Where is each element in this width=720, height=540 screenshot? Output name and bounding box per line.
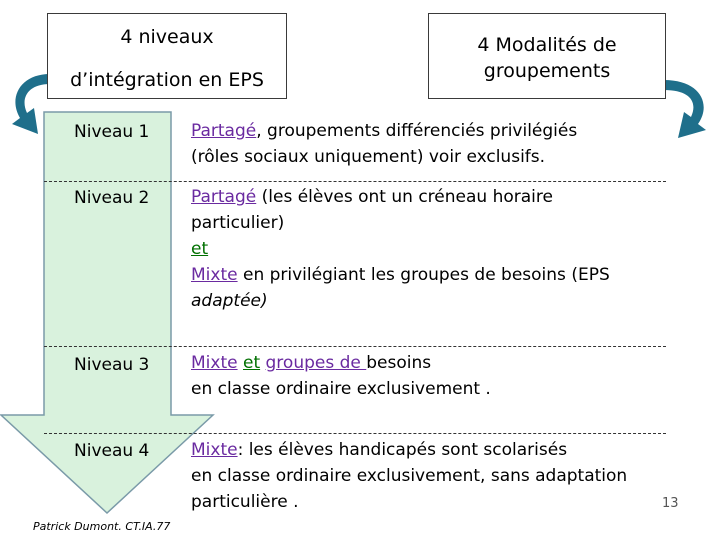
level-4-text: : les élèves handicapés sont scolarisés: [237, 440, 568, 460]
integration-levels-title-line1: 4 niveaux: [120, 26, 214, 48]
level-2-label: Niveau 2: [74, 188, 150, 208]
integration-levels-box: [47, 13, 287, 99]
partage-term: Partagé: [191, 121, 257, 141]
grouping-modes-title-line2: groupements: [483, 60, 611, 82]
grouping-modes-title-line1: 4 Modalités de: [477, 34, 617, 56]
level-1-text: , groupements différenciés privilégiés: [256, 121, 578, 141]
partage-term: Partagé: [191, 187, 257, 207]
level-4-text-line2: en classe ordinaire exclusivement, sans adaptation: [191, 466, 628, 486]
level-2-text-line4: en privilégiant les groupes de besoins (EPS: [237, 265, 610, 285]
integration-levels-title-line2: d’intégration en EPS: [70, 69, 264, 91]
level-3-label: Niveau 3: [74, 355, 150, 375]
row-separator: [44, 181, 666, 182]
level-2-text-line2: particulier): [191, 213, 285, 233]
level-3-description: [191, 350, 671, 402]
level-2-description: [191, 184, 671, 314]
level-1-text-line2: (rôles sociaux uniquement) voir exclusifs.: [191, 147, 546, 167]
author-footer: Patrick Dumont. CT.IA.77: [33, 520, 171, 533]
row-separator: [44, 433, 666, 434]
mixte-term: Mixte: [191, 440, 238, 460]
et-term: et: [242, 353, 261, 373]
groupes-term: groupes de: [265, 353, 367, 373]
level-4-text-line3: particulière .: [191, 492, 299, 512]
mixte-term: Mixte: [191, 353, 238, 373]
et-term: et: [191, 239, 209, 259]
level-4-label: Niveau 4: [74, 441, 150, 461]
level-3-text: besoins: [366, 353, 432, 373]
mixte-term: Mixte: [191, 265, 238, 285]
level-2-text: (les élèves ont un créneau horaire: [256, 187, 553, 207]
level-1-label: Niveau 1: [74, 122, 150, 142]
row-separator: [44, 346, 666, 347]
level-1-description: [191, 118, 671, 170]
page-number: 13: [662, 496, 679, 511]
level-4-description: [191, 437, 671, 515]
grouping-modes-box: [428, 13, 666, 99]
level-3-text-line2: en classe ordinaire exclusivement .: [191, 379, 491, 399]
level-2-text-line5: adaptée): [191, 291, 268, 311]
